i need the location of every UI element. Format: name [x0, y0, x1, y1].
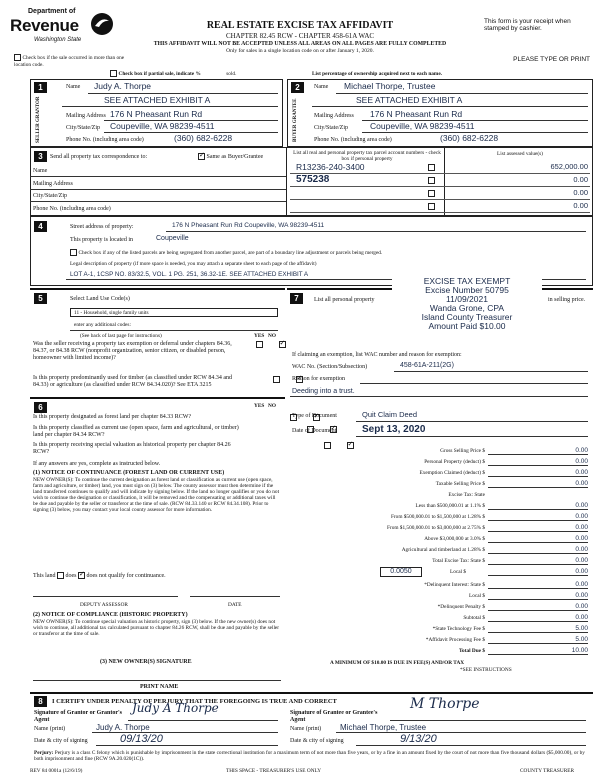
exempt-stamp: EXCISE TAX EXEMPT Excise Number 50795 11/09/2021 Wanda Grone, CPA Island County Treasurer Amount Paid $10.00 [392, 277, 542, 331]
grantee-name-label: Name (print) [290, 726, 322, 732]
calc-label: Total Excise Tax: State $ [432, 558, 485, 564]
calc-label: Total Due $ [459, 648, 485, 654]
segregated-checkbox[interactable] [70, 249, 77, 256]
deputy-date: DATE [228, 602, 242, 608]
parcel-list-header: List all real and personal property tax parcel account numbers - check box if personal property [293, 150, 441, 163]
seller-phone-label: Phone No. (including area code) [66, 137, 144, 143]
assessed-value[interactable]: 652,000.00 [550, 162, 588, 171]
form-only-for: Only for sales in a single location code on or after January 1, 2020. [226, 48, 374, 54]
section-6-number: 6 [34, 402, 47, 413]
personal-property-checkbox[interactable] [428, 203, 435, 210]
send-correspondence-label: Send all property tax correspondence to: [50, 154, 148, 160]
assessed-value-header: List assessed value(s) [497, 151, 543, 157]
local-value[interactable]: 0.00 [488, 568, 588, 576]
doc-type-label: Type of Document [292, 413, 337, 419]
parcel-row [290, 175, 590, 187]
logo-brand: Revenue [10, 16, 79, 35]
legal-description[interactable]: LOT A-1, 1CSP NO. 83/32.5, VOL. 1 PG. 251, 36.32-1E. SEE ATTACHED EXHIBIT A [70, 271, 309, 278]
land-does-checkbox[interactable] [57, 572, 64, 579]
buyer-phone[interactable]: (360) 682-6228 [440, 133, 499, 143]
calc-label: Taxable Selling Price $ [435, 481, 485, 487]
same-as-buyer[interactable]: ✓ Same as Buyer/Grantee [198, 153, 263, 161]
see-instructions: *SEE INSTRUCTIONS [460, 667, 512, 673]
no-header: NO [268, 333, 276, 339]
seller-city[interactable]: Coupeville, WA 98239-4511 [110, 121, 215, 131]
calc-value[interactable]: 0.00 [488, 614, 588, 622]
located-label: This property is located in [70, 237, 133, 243]
more-locations-checkbox[interactable] [14, 54, 21, 61]
tax-calculation [290, 448, 590, 688]
grantor-date[interactable]: 09/13/20 [120, 733, 163, 745]
calc-label: *State Technology Fee $ [432, 626, 485, 632]
section-5-number: 5 [34, 293, 47, 304]
calc-label: Local $ [468, 593, 485, 599]
perjury-note: Perjury: Perjury is a class C felony which is punishable by imprisonment in the state correctional institution for a maximum term of not more than five years, or by a fine in an amount fixed by the court of not more than five thousand dollars ($5,000.00), or by both imprisonment and fine (RCW 9A.20.020(1C)). [34, 750, 585, 763]
grantor-sig-label: Signature of Grantor or Grantor's Agent [34, 710, 122, 723]
receipt-note: This form is your receipt when stamped by cashier. [484, 18, 571, 33]
q-current-use: Is this property classified as current use (open space, farm and agricultural, or timber) land per chapter 84.34 RCW? [33, 425, 239, 438]
section-4-number: 4 [34, 221, 47, 232]
minimum-note: A MINIMUM OF $10.00 IS DUE IN FEE(S) AND/OR TAX [330, 660, 465, 666]
local-rate[interactable]: 0.0050 [380, 567, 422, 577]
partial-sale-checkbox[interactable] [110, 70, 117, 77]
print-name: PRINT NAME [140, 684, 179, 690]
calc-value[interactable]: 5.00 [488, 636, 588, 644]
calc-value[interactable]: 0.00 [488, 513, 588, 521]
calc-value[interactable]: 0.00 [488, 469, 588, 477]
continuance-body: NEW OWNER(S): To continue the current designation as forest land or classification as current use (open space, farm and agriculture, or timber) land, you must sign on (3) below. The county assessor must then determine if the land transferred continues to qualify and will indicate by signing below. If the land no longer qualifies or you do not wish to continue the designation or classification, it will be removed and the compensating or additional taxes will be due and payable by the seller or transferor at the time of sale. (RCW 84.33.140 or RCW 84.34.108). Prior to signing (3) below, you may contact your local county assessor for more information. [33, 477, 280, 513]
s3-city-label: City/State/Zip [33, 193, 67, 199]
calc-value[interactable]: 0.00 [488, 458, 588, 466]
form-chapter: CHAPTER 82.45 RCW - CHAPTER 458-61A WAC [225, 32, 375, 40]
s3-mail-label: Mailing Address [33, 181, 73, 187]
calc-label: Personal Property (deduct) $ [424, 459, 485, 465]
calc-value[interactable]: 0.00 [488, 502, 588, 510]
type-print: PLEASE TYPE OR PRINT [513, 56, 590, 63]
personal-property-label: List all personal property [314, 297, 375, 303]
calc-label: From $1,500,000.01 to $3,000,000 at 2.75% $ [387, 525, 485, 531]
seller-city-label: City/State/Zip [66, 125, 100, 131]
buyer-attach: SEE ATTACHED EXHIBIT A [356, 95, 463, 105]
calc-value[interactable]: 0.00 [488, 524, 588, 532]
buyer-name-label: Name [314, 84, 329, 90]
buyer-phone-label: Phone No. (including area code) [314, 137, 392, 143]
segregated-check[interactable]: Check box if any of the listed parcels are being segregated from another parcel, are part of a boundary line adjustment or parcels being merged. [70, 249, 590, 257]
section-8-number: 8 [34, 696, 47, 707]
calc-label: Above $3,000,000 at 3.0% $ [424, 536, 485, 542]
calc-label: Agricultural and timberland at 1.28% $ [401, 547, 485, 553]
buyer-side-label: BUYER GRANTEE [293, 98, 298, 142]
logo-state: Washington State [34, 37, 82, 43]
calc-label: Gross Selling Price $ [440, 448, 485, 454]
wac-label: WAC No. (Section/Subsection) [292, 364, 368, 370]
deputy-assessor: DEPUTY ASSESSOR [80, 602, 128, 608]
calc-value[interactable]: 0.00 [488, 581, 588, 589]
grantee-sig-label: Signature of Grantee or Grantee's Agent [290, 710, 378, 723]
s3-phone-label: Phone No. (including area code) [33, 206, 111, 212]
exempt-label: If claiming an exemption, list WAC number and reason for exemption: [292, 352, 462, 358]
grantee-date[interactable]: 9/13/20 [400, 733, 437, 745]
seller-name-label: Name [66, 84, 81, 90]
parcel-row [290, 201, 590, 213]
logo-dept: Department of [28, 8, 76, 15]
new-owner-signature[interactable]: (3) NEW OWNER(S) SIGNATURE [100, 659, 192, 665]
wac-number[interactable]: 458-61A-211(2G) [400, 362, 454, 369]
historic-body: NEW OWNER(S): To continue special valuation as historic property, sign (3) below. If the new owner(s) does not wish to continue, all additional tax calculated pursuant to chapter 84.26 RCW, shall be due and payable by the seller or transferor at the time of sale. [33, 619, 280, 637]
calc-label: From $500,000.01 to $1,500,000 at 1.28% $ [390, 514, 485, 520]
q-timber: Is this property predominantly used for timber (as classified under RCW 84.34 and 84.33) or agriculture (as classified under RCW 84.34.020)? See ETA 3215 [33, 375, 233, 388]
parcel-row [290, 162, 590, 174]
street-label: Street address of property: [70, 224, 134, 230]
form-warning: THIS AFFIDAVIT WILL NOT BE ACCEPTED UNLESS ALL AREAS ON ALL PAGES ARE FULLY COMPLETED [153, 41, 447, 47]
parcel-table [290, 162, 590, 214]
calc-label: Excise Tax: State [448, 492, 485, 498]
revenue-logo [8, 6, 120, 46]
grantee-name[interactable]: Michael Thorpe, Trustee [340, 723, 427, 732]
seller-address[interactable]: 176 N Pheasant Run Rd [110, 109, 203, 119]
form-revision: REV 84 0001a (12/6/19) [30, 768, 83, 774]
grantor-signature[interactable]: Judy A Thorpe [132, 701, 219, 715]
certify-text: I CERTIFY UNDER PENALTY OF PERJURY THAT THE FOREGOING IS TRUE AND CORRECT [52, 698, 337, 705]
yes-header: YES [254, 333, 265, 339]
doc-date[interactable]: Sept 13, 2020 [362, 424, 426, 435]
legal-label: Legal description of property (if more space is needed, you may attach a separate sheet to each page of the affidavit) [70, 261, 317, 267]
section-1-number: 1 [34, 82, 47, 93]
calc-label: *Delinquent Penalty $ [437, 604, 485, 610]
q-historic: Is this property receiving special valuation as historical property per chapter 84.26 RCW? [33, 442, 231, 455]
assessed-value[interactable]: 0.00 [573, 201, 588, 210]
street-address[interactable]: 176 N Pheasant Run Rd Coupeville, WA 98239-4511 [172, 222, 325, 229]
land-use-select[interactable]: 11 - Household, single family units [70, 308, 278, 317]
land-qualify-row: This land does ✓ does not qualify for continuance. [33, 572, 166, 580]
answers-note: If any answers are yes, complete as instructed below. [33, 461, 161, 467]
calc-label: Subtotal $ [463, 615, 485, 621]
assessed-value[interactable]: 0.00 [573, 188, 588, 197]
section-3-number: 3 [34, 151, 47, 162]
in-price-label: in selling price. [548, 297, 586, 303]
personal-property-checkbox[interactable] [428, 190, 435, 197]
grantor-name[interactable]: Judy A. Thorpe [96, 723, 150, 732]
calc-label: Exemption Claimed (deduct) $ [419, 470, 485, 476]
q-forest: Is this property designated as forest land per chapter 84.33 RCW? [33, 414, 192, 420]
parcel-row [290, 188, 590, 200]
calc-value[interactable]: 0.00 [488, 480, 588, 488]
buyer-city-label: City/State/Zip [314, 125, 348, 131]
reason-label: Reason for exemption [292, 376, 345, 382]
seller-addr-label: Mailing Address [66, 113, 106, 119]
calc-value[interactable]: 0.00 [488, 546, 588, 554]
q-exemption-no[interactable] [279, 341, 286, 348]
buyer-address[interactable]: 176 N Pheasant Run Rd [370, 109, 463, 119]
seller-phone[interactable]: (360) 682-6228 [174, 133, 233, 143]
continuance-title: (1) NOTICE OF CONTINUANCE (FOREST LAND OR CURRENT USE) [33, 470, 225, 476]
grantee-date-label: Date & city of signing [290, 738, 344, 744]
same-as-buyer-checkbox[interactable] [198, 153, 205, 160]
land-not-qualify-checkbox[interactable] [78, 572, 85, 579]
personal-property-checkbox[interactable] [428, 164, 435, 171]
calc-value[interactable]: 0.00 [488, 535, 588, 543]
s3-name-label: Name [33, 168, 48, 174]
check-partial-sale[interactable]: Check box if partial sale, indicate % sold. [110, 70, 236, 78]
local-label: Local $ [450, 569, 467, 575]
calc-label: *Affidavit Processing Fee $ [425, 637, 485, 643]
calc-value[interactable]: 0.00 [488, 447, 588, 455]
calc-value[interactable]: 5.00 [488, 625, 588, 633]
q-timber-yes[interactable] [273, 376, 280, 383]
calc-value[interactable]: 0.00 [488, 557, 588, 565]
doc-date-label: Date of Document [292, 428, 337, 434]
treasurer-space: THIS SPACE - TREASURER'S USE ONLY [226, 768, 322, 774]
assessed-value[interactable]: 0.00 [573, 175, 588, 184]
calc-label: Less than $500,000.01 at 1.1% $ [415, 503, 485, 509]
historic-title: (2) NOTICE OF COMPLIANCE (HISTORIC PROPERTY) [33, 612, 188, 618]
calc-value[interactable]: 0.00 [488, 603, 588, 611]
doc-type[interactable]: Quit Claim Deed [362, 410, 418, 419]
list-percentage: List percentage of ownership acquired next to each name. [312, 71, 443, 77]
parcel-number[interactable]: R13236-240-3400 [296, 162, 365, 172]
buyer-addr-label: Mailing Address [314, 113, 354, 119]
see-back: (See back of last page for instructions) [80, 333, 162, 339]
q-exemption: Was the seller receiving a property tax exemption or deferral under chapters 84.36, 84.37, or 84.38 RCW (nonprofit organization, senior citizen, or disabled person, homeowner with limited income)? [33, 341, 232, 361]
personal-property-checkbox[interactable] [428, 177, 435, 184]
form-title: REAL ESTATE EXCISE TAX AFFIDAVIT [206, 20, 394, 31]
check-more-locations[interactable]: Check box if the sale occurred in more than one location code. [14, 54, 125, 68]
reason-text[interactable]: Deeding into a trust. [292, 388, 355, 395]
additional-codes: enter any additional codes: [74, 322, 131, 328]
q-exemption-yes[interactable] [256, 341, 263, 348]
county-treasurer: COUNTY TREASURER [520, 768, 575, 774]
calc-value[interactable]: 10.00 [488, 647, 588, 655]
calc-label: *Delinquent Interest: State $ [424, 582, 485, 588]
buyer-city[interactable]: Coupeville, WA 98239-4511 [370, 121, 475, 131]
grantor-date-label: Date & city of signing [34, 738, 88, 744]
seller-side-label: SELLER GRANTOR [36, 96, 41, 144]
grantor-name-label: Name (print) [34, 726, 66, 732]
logo-swoosh-icon [90, 12, 114, 36]
calc-value[interactable]: 0.00 [488, 592, 588, 600]
seller-attach: SEE ATTACHED EXHIBIT A [104, 95, 211, 105]
buyer-name[interactable]: Michael Thorpe, Trustee [344, 81, 436, 91]
grantee-signature[interactable]: M Thorpe [410, 696, 480, 712]
seller-name[interactable]: Judy A. Thorpe [94, 81, 152, 91]
parcel-number[interactable]: 575238 [296, 174, 330, 185]
section-2-number: 2 [291, 82, 304, 93]
section-7-number: 7 [290, 293, 303, 304]
land-use-label: Select Land Use Code(s) [70, 296, 130, 302]
located-city[interactable]: Coupeville [156, 235, 189, 242]
